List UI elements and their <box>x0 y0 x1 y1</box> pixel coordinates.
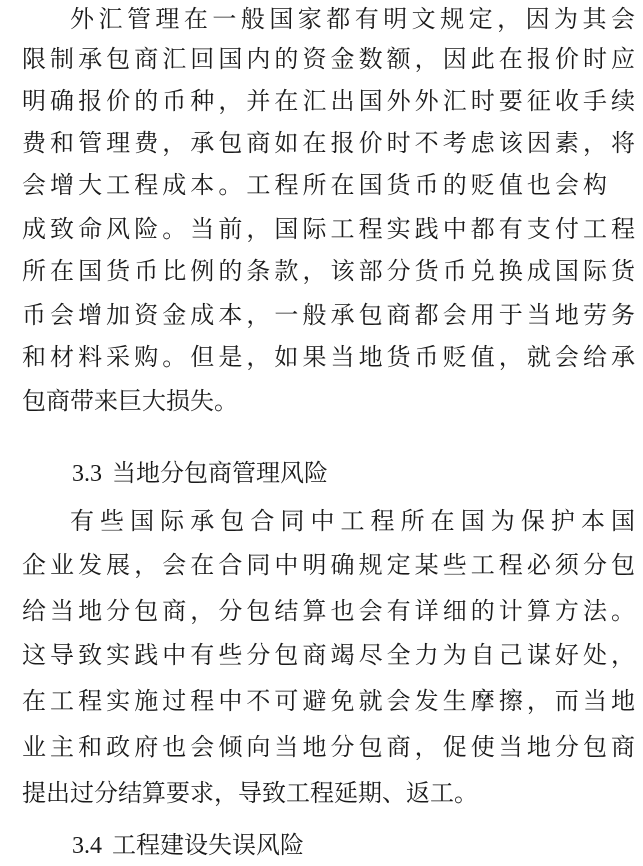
section-title: 当地分包商管理风险 <box>112 459 328 487</box>
paragraph-1-line-6: 成致命风险。当前，国际工程实践中都有支付工程 <box>22 215 635 243</box>
paragraph-1-line-8: 币会增加资金成本，一般承包商都会用于当地劳务 <box>22 301 635 329</box>
paragraph-2-line-5: 在工程实施过程中不可避免就会发生摩擦，而当地 <box>22 687 635 715</box>
paragraph-1-line-2: 限制承包商汇回国内的资金数额，因此在报价时应 <box>22 45 635 73</box>
paragraph-2-line-7: 提出过分结算要求，导致工程延期、返工。 <box>22 779 478 807</box>
paragraph-2-line-3: 给当地分包商，分包结算也会有详细的计算方法。 <box>22 597 635 625</box>
section-title: 工程建设失误风险 <box>112 831 304 859</box>
paragraph-1-line-4: 费和管理费，承包商如在报价时不考虑该因素，将 <box>22 129 635 157</box>
paragraph-1-line-1: 外汇管理在一般国家都有明文规定，因为其会 <box>70 5 635 33</box>
section-number: 3.3 <box>72 461 102 487</box>
paragraph-2-line-4: 这导致实践中有些分包商竭尽全力为自己谋好处， <box>22 641 635 669</box>
section-number: 3.4 <box>72 833 102 859</box>
paragraph-1-line-3: 明确报价的币种，并在汇出国外外汇时要征收手续 <box>22 87 635 115</box>
paragraph-1-line-9: 和材料采购。但是，如果当地货币贬值，就会给承 <box>22 343 635 371</box>
section-heading-3-4 <box>72 830 304 861</box>
paragraph-2-line-2: 企业发展，会在合同中明确规定某些工程必须分包 <box>22 551 635 579</box>
paragraph-1-line-10: 包商带来巨大损失。 <box>22 387 238 415</box>
section-heading-3-3 <box>72 458 328 489</box>
paragraph-2-line-6: 业主和政府也会倾向当地分包商，促使当地分包商 <box>22 733 635 761</box>
paragraph-1-line-7: 所在国货币比例的条款，该部分货币兑换成国际货 <box>22 257 635 285</box>
paragraph-2-line-1: 有些国际承包合同中工程所在国为保护本国 <box>70 507 635 535</box>
paragraph-1-line-5: 会增大工程成本。工程所在国货币的贬值也会构 <box>22 171 607 199</box>
